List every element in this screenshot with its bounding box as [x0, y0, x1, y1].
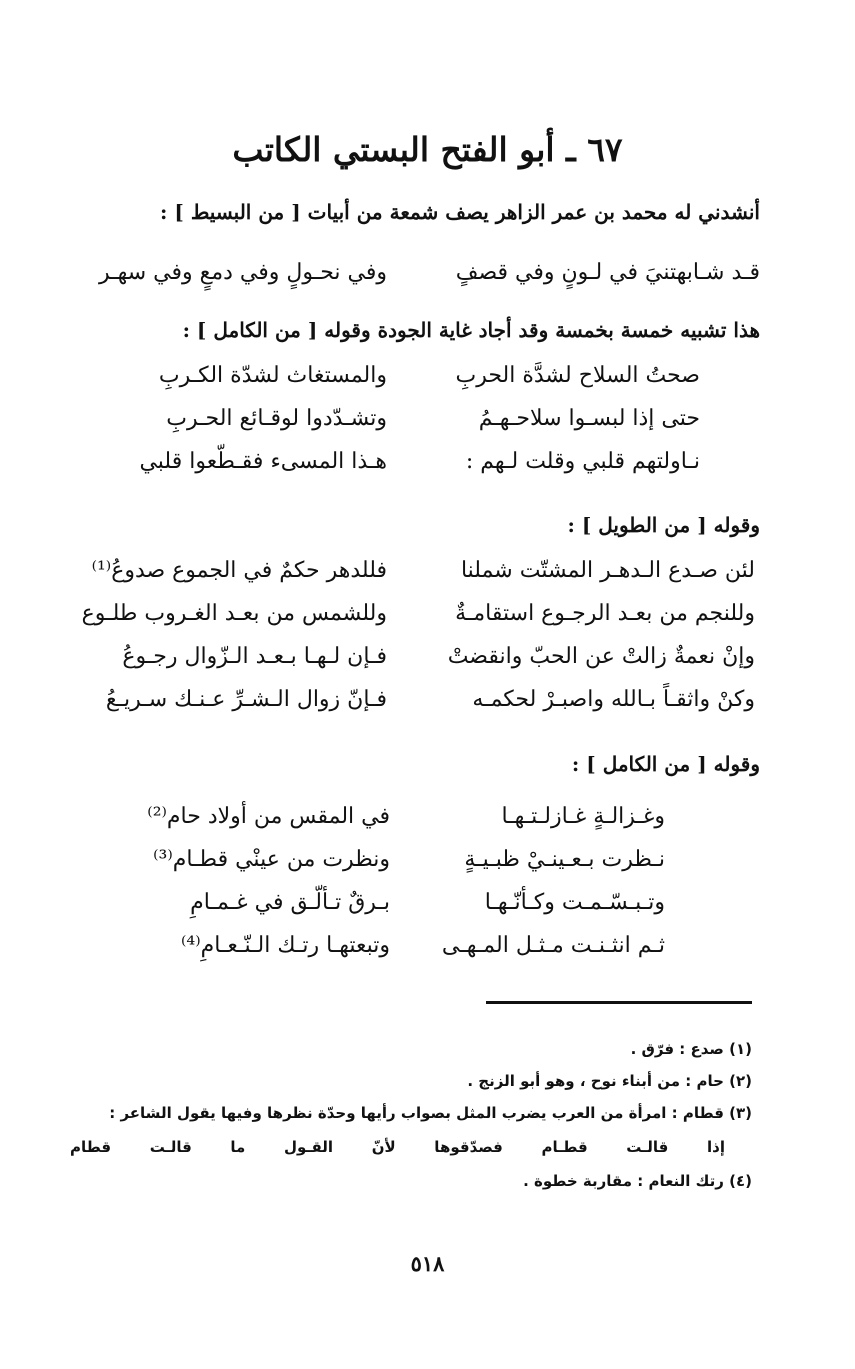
verse-hemistich-right: ثـم انثـنـت مـثـل المـهـى: [441, 933, 665, 958]
verse-hemistich-left: فـإن لـهـا بـعـد الـزّوال رجـوعُ: [122, 644, 387, 669]
verse-hemistich-left: بـرقٌ تـألّـق في غـمـامِ: [190, 890, 390, 915]
verse-hemistich-left: وتبعتهـا رتـك الـنّـعـامِ⁽⁴⁾: [180, 933, 390, 958]
footnote-2: (٢) حام : من أبناء نوح ، وهو أبو الزنج .: [467, 1072, 752, 1090]
footnote-3: (٣) قطام : امرأة من العرب يضرب المثل بصواب رأيها وحدّة نظرها وفيها يقول الشاعر :: [109, 1104, 752, 1122]
chapter-title: ٦٧ ـ أبو الفتح البستي الكاتب: [232, 130, 623, 169]
intro-text-3: وقوله [ من الطويل ] :: [567, 513, 760, 537]
verse-hemistich-left: وتشـدّدوا لوقـائع الحـربِ: [166, 406, 387, 431]
verse-hemistich-right: وتـبـسّـمـت وكـأنّـهـا: [484, 890, 665, 915]
page-number: ٥١٨: [410, 1251, 445, 1276]
verse-hemistich-right: صحتُ السلاح لشدَّة الحربِ: [455, 363, 700, 388]
verse-hemistich-left: فللدهر حكمٌ في الجموع صدوعُ⁽¹⁾: [91, 558, 387, 583]
footnote-separator: [486, 1001, 752, 1004]
verse-hemistich-right: وللنجم من بعـد الرجـوع استقامـةٌ: [455, 601, 755, 626]
verse-hemistich-left: هـذا المسىء فقـطّعوا قلبي: [139, 449, 387, 474]
verse-hemistich-right: نـظرت بـعـينـيْ ظبـيـةٍ: [464, 847, 665, 872]
verse-hemistich-right: وغـزالـةٍ غـازلـتـهـا: [501, 804, 665, 829]
intro-text-4: وقوله [ من الكامل ] :: [571, 752, 760, 776]
verse-hemistich-left: وللشمس من بعـد الغـروب طلـوع: [81, 601, 387, 626]
footnote-4: (٤) رتك النعام : مقاربة خطوة .: [523, 1172, 752, 1190]
verse-hemistich-right: حتى إذا لبسـوا سلاحـهـمُ: [478, 406, 700, 431]
verse-hemistich-right: وإنْ نعمةٌ زالتْ عن الحبّ وانقضتْ: [447, 644, 755, 669]
footnote-3-verse: إذا قالـت قطـام فصدّقوها لأنّ القـول ما قالـت قطام: [70, 1138, 725, 1156]
verse-hemistich-left: في المقس من أولاد حام⁽²⁾: [147, 804, 390, 829]
verse-hemistich-right: لئن صـدع الـدهـر المشتّت شملنا: [460, 558, 755, 583]
verse-hemistich-right: وكنْ واثقـاً بـالله واصبـرْ لحكمـه: [472, 687, 755, 712]
verse-hemistich-left: فـإنّ زوال الـشـرِّ عـنـك سـريـعُ: [105, 687, 387, 712]
footnote-1: (١) صدع : فرّق .: [630, 1040, 752, 1058]
verse-hemistich-left: ونظرت من عينْي قطـام⁽³⁾: [153, 847, 390, 872]
verse-hemistich-left: وفي نحـولٍ وفي دمعٍ وفي سهـر: [99, 260, 387, 285]
verse-hemistich-right: قـد شـابهتنيَ في لـونٍ وفي قصفٍ: [455, 260, 760, 285]
verse-hemistich-left: والمستغاث لشدّة الكـربِ: [158, 363, 387, 388]
verse-hemistich-right: نـاولتهم قلبي وقلت لـهم :: [465, 449, 700, 474]
intro-text-1: أنشدني له محمد بن عمر الزاهر يصف شمعة من أبيات [ من البسيط ] :: [160, 200, 760, 224]
intro-text-2: هذا تشبيه خمسة بخمسة وقد أجاد غاية الجودة وقوله [ من الكامل ] :: [182, 318, 760, 342]
